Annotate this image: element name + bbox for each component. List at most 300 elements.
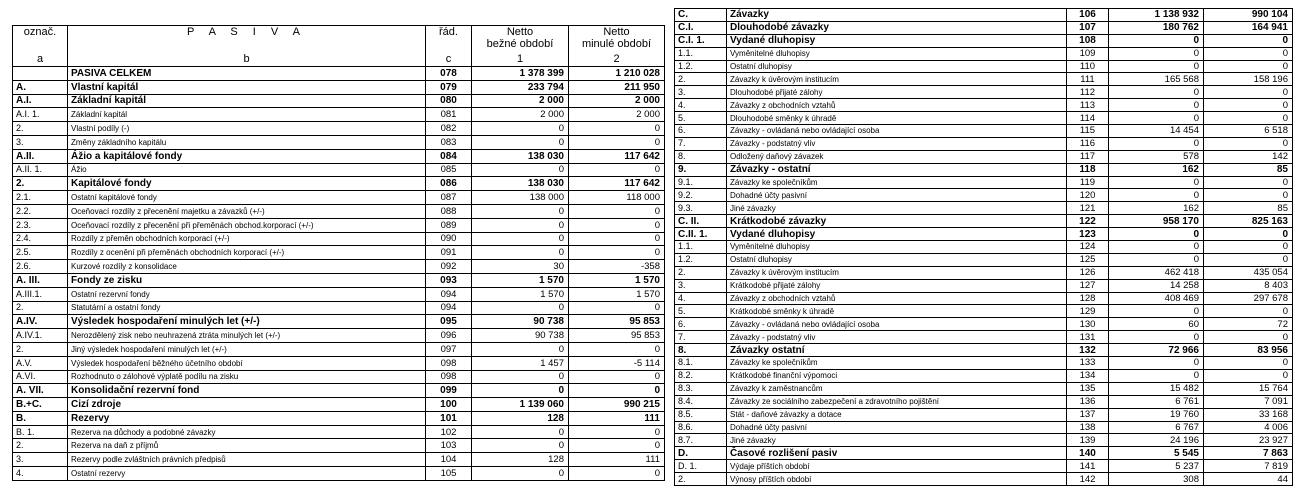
table-row bbox=[675, 292, 1293, 305]
row-code: 8.2. bbox=[675, 369, 727, 382]
current-value: 0 bbox=[1109, 189, 1204, 202]
current-value: 162 bbox=[1109, 163, 1204, 176]
current-value: 6 767 bbox=[1109, 421, 1204, 434]
previous-value: 297 678 bbox=[1204, 292, 1293, 305]
row-number: 104 bbox=[426, 453, 472, 467]
table-row bbox=[675, 279, 1293, 292]
row-code: 1.2. bbox=[675, 60, 727, 73]
previous-value: 990 104 bbox=[1204, 9, 1293, 22]
current-value: 1 138 932 bbox=[1109, 9, 1204, 22]
row-number: 099 bbox=[426, 384, 472, 398]
row-label: Krátkodobé finanční výpomoci bbox=[727, 369, 1067, 382]
row-number: 098 bbox=[426, 356, 472, 370]
liabilities-table-right bbox=[674, 8, 1293, 486]
header-pasiva-title: P A S I V A bbox=[68, 26, 426, 54]
current-value: 233 794 bbox=[472, 80, 569, 94]
row-code: 3. bbox=[13, 453, 68, 467]
row-number: 126 bbox=[1067, 266, 1109, 279]
previous-value: 15 764 bbox=[1204, 382, 1293, 395]
row-label: Dohadné účty pasivní bbox=[727, 421, 1067, 434]
previous-value: 95 853 bbox=[569, 315, 665, 329]
row-number: 139 bbox=[1067, 434, 1109, 447]
current-value: 1 378 399 bbox=[472, 66, 569, 80]
row-number: 113 bbox=[1067, 99, 1109, 112]
row-number: 137 bbox=[1067, 408, 1109, 421]
row-number: 082 bbox=[426, 122, 472, 136]
row-code: 4. bbox=[675, 292, 727, 305]
row-code: A.IV. bbox=[13, 315, 68, 329]
row-code: 2. bbox=[675, 473, 727, 486]
current-value: 60 bbox=[1109, 318, 1204, 331]
table-row bbox=[13, 315, 665, 329]
row-code: 8.3. bbox=[675, 382, 727, 395]
previous-value: 83 956 bbox=[1204, 344, 1293, 357]
row-number: 078 bbox=[426, 66, 472, 80]
row-number: 120 bbox=[1067, 189, 1109, 202]
row-label: Ostatní dluhopisy bbox=[727, 60, 1067, 73]
row-label: Ážio a kapitálové fondy bbox=[68, 149, 426, 163]
row-label: Kurzové rozdíly z konsolidace bbox=[68, 260, 426, 274]
table-row bbox=[675, 434, 1293, 447]
row-code: A. VII. bbox=[13, 384, 68, 398]
table-row bbox=[675, 266, 1293, 279]
current-value: 0 bbox=[472, 204, 569, 218]
current-value: 2 000 bbox=[472, 108, 569, 122]
table-row bbox=[675, 99, 1293, 112]
row-number: 091 bbox=[426, 246, 472, 260]
row-number: 107 bbox=[1067, 21, 1109, 34]
row-number: 141 bbox=[1067, 460, 1109, 473]
row-label: Výsledek hospodaření běžného účetního období bbox=[68, 356, 426, 370]
row-number: 096 bbox=[426, 329, 472, 343]
row-code: 2. bbox=[13, 122, 68, 136]
table-row bbox=[675, 357, 1293, 370]
row-code: 6. bbox=[675, 125, 727, 138]
previous-value: 211 950 bbox=[569, 80, 665, 94]
previous-value: 142 bbox=[1204, 150, 1293, 163]
table-row bbox=[13, 204, 665, 218]
row-code: 2.4. bbox=[13, 232, 68, 246]
current-value: 0 bbox=[1109, 137, 1204, 150]
row-number: 135 bbox=[1067, 382, 1109, 395]
row-label: Stát - daňové závazky a dotace bbox=[727, 408, 1067, 421]
current-value: 128 bbox=[472, 453, 569, 467]
table-row bbox=[675, 241, 1293, 254]
table-row bbox=[675, 253, 1293, 266]
row-number: 130 bbox=[1067, 318, 1109, 331]
row-code: 8.4. bbox=[675, 395, 727, 408]
row-number: 111 bbox=[1067, 73, 1109, 86]
table-row bbox=[13, 329, 665, 343]
table-row bbox=[13, 135, 665, 149]
table-row bbox=[13, 163, 665, 177]
row-code: B.+C. bbox=[13, 398, 68, 412]
row-code: 2.2. bbox=[13, 204, 68, 218]
row-code: A.V. bbox=[13, 356, 68, 370]
row-label: Vyměnitelné dluhopisy bbox=[727, 47, 1067, 60]
header-previous-period bbox=[569, 26, 665, 54]
row-label: Vyměnitelné dluhopisy bbox=[727, 241, 1067, 254]
row-code: 2. bbox=[675, 73, 727, 86]
row-number: 084 bbox=[426, 149, 472, 163]
table-row bbox=[13, 287, 665, 301]
current-value: 165 568 bbox=[1109, 73, 1204, 86]
previous-value: 0 bbox=[569, 467, 665, 481]
row-code: B. 1. bbox=[13, 425, 68, 439]
row-label: Závazky ke společníkům bbox=[727, 176, 1067, 189]
header-code: označ. bbox=[13, 26, 68, 54]
table-row bbox=[13, 425, 665, 439]
current-value: 14 258 bbox=[1109, 279, 1204, 292]
current-value: 0 bbox=[472, 163, 569, 177]
row-label: Kapitálové fondy bbox=[68, 177, 426, 191]
header-col-c: c bbox=[426, 53, 472, 66]
previous-value: 0 bbox=[1204, 34, 1293, 47]
row-code: 9.1. bbox=[675, 176, 727, 189]
row-label: Závazky - ovládaná nebo ovládající osoba bbox=[727, 318, 1067, 331]
current-value: 24 196 bbox=[1109, 434, 1204, 447]
header-current-period bbox=[472, 26, 569, 54]
table-row bbox=[675, 215, 1293, 228]
row-number: 094 bbox=[426, 287, 472, 301]
table-row bbox=[675, 21, 1293, 34]
previous-value: 0 bbox=[1204, 189, 1293, 202]
row-code: 2.1. bbox=[13, 191, 68, 205]
current-value: 19 760 bbox=[1109, 408, 1204, 421]
row-label: Výsledek hospodaření minulých let (+/-) bbox=[68, 315, 426, 329]
row-code: C. bbox=[675, 9, 727, 22]
previous-value: 0 bbox=[1204, 60, 1293, 73]
row-label: Závazky z obchodních vztahů bbox=[727, 292, 1067, 305]
current-value: 0 bbox=[1109, 99, 1204, 112]
table-row bbox=[675, 369, 1293, 382]
table-row bbox=[675, 73, 1293, 86]
table-row bbox=[13, 370, 665, 384]
current-value: 308 bbox=[1109, 473, 1204, 486]
row-label: Závazky z obchodních vztahů bbox=[727, 99, 1067, 112]
current-value: 0 bbox=[472, 246, 569, 260]
row-code: 5. bbox=[675, 112, 727, 125]
row-label: Vlastní kapitál bbox=[68, 80, 426, 94]
row-label: Odložený daňový závazek bbox=[727, 150, 1067, 163]
row-label: Rezerva na daň z příjmů bbox=[68, 439, 426, 453]
previous-value: 0 bbox=[1204, 253, 1293, 266]
row-number: 098 bbox=[426, 370, 472, 384]
row-code: 2. bbox=[13, 439, 68, 453]
previous-value: 0 bbox=[569, 204, 665, 218]
row-number: 132 bbox=[1067, 344, 1109, 357]
previous-value: 0 bbox=[569, 122, 665, 136]
previous-value: -5 114 bbox=[569, 356, 665, 370]
previous-value: 164 941 bbox=[1204, 21, 1293, 34]
current-value: 0 bbox=[472, 301, 569, 315]
row-label: Základní kapitál bbox=[68, 108, 426, 122]
table-row bbox=[675, 125, 1293, 138]
row-number: 118 bbox=[1067, 163, 1109, 176]
row-label: Závazky ze sociálního zabezpečení a zdravotního pojištění bbox=[727, 395, 1067, 408]
previous-value: 85 bbox=[1204, 163, 1293, 176]
row-number: 123 bbox=[1067, 228, 1109, 241]
current-value: 0 bbox=[1109, 357, 1204, 370]
row-label: Rezerva na důchody a podobné závazky bbox=[68, 425, 426, 439]
header-previous-netto: Netto bbox=[603, 26, 630, 38]
row-code: 9.2. bbox=[675, 189, 727, 202]
row-code: C. II. bbox=[675, 215, 727, 228]
current-value: 90 738 bbox=[472, 315, 569, 329]
row-label: Rozdíly z přeměn obchodních korporací (+/-) bbox=[68, 232, 426, 246]
current-value: 0 bbox=[1109, 60, 1204, 73]
row-number: 124 bbox=[1067, 241, 1109, 254]
row-label: Rezervy podle zvláštních právních předpisů bbox=[68, 453, 426, 467]
row-number: 119 bbox=[1067, 176, 1109, 189]
previous-value: 1 570 bbox=[569, 287, 665, 301]
previous-value: 0 bbox=[569, 425, 665, 439]
row-number: 097 bbox=[426, 342, 472, 356]
row-label: Jiné závazky bbox=[727, 434, 1067, 447]
row-code: 4. bbox=[13, 467, 68, 481]
current-value: 0 bbox=[1109, 112, 1204, 125]
table-row bbox=[13, 108, 665, 122]
previous-value: 0 bbox=[1204, 357, 1293, 370]
row-label: Ostatní rezervy bbox=[68, 467, 426, 481]
row-code: A.I. 1. bbox=[13, 108, 68, 122]
table-row bbox=[675, 202, 1293, 215]
table-row bbox=[13, 467, 665, 481]
current-value: 0 bbox=[472, 232, 569, 246]
row-number: 131 bbox=[1067, 331, 1109, 344]
previous-value: 0 bbox=[569, 370, 665, 384]
row-label: Ostatní kapitálové fondy bbox=[68, 191, 426, 205]
row-label: Nerozdělený zisk nebo neuhrazená ztráta minulých let (+/-) bbox=[68, 329, 426, 343]
row-label: Ostatní rezervní fondy bbox=[68, 287, 426, 301]
current-value: 15 482 bbox=[1109, 382, 1204, 395]
row-code: C.I. 1. bbox=[675, 34, 727, 47]
previous-value: 117 642 bbox=[569, 149, 665, 163]
row-label: Závazky ostatní bbox=[727, 344, 1067, 357]
previous-value: 0 bbox=[1204, 86, 1293, 99]
current-value: 0 bbox=[1109, 253, 1204, 266]
row-label: Výnosy příštích období bbox=[727, 473, 1067, 486]
table-row bbox=[13, 177, 665, 191]
row-number: 106 bbox=[1067, 9, 1109, 22]
row-number: 101 bbox=[426, 411, 472, 425]
row-label: Rezervy bbox=[68, 411, 426, 425]
current-value: 0 bbox=[472, 425, 569, 439]
previous-value: 2 000 bbox=[569, 108, 665, 122]
row-code: A. III. bbox=[13, 273, 68, 287]
row-code: A.II. bbox=[13, 149, 68, 163]
previous-value: 0 bbox=[569, 135, 665, 149]
previous-value: 0 bbox=[569, 163, 665, 177]
row-label: Ostatní dluhopisy bbox=[727, 253, 1067, 266]
row-number: 136 bbox=[1067, 395, 1109, 408]
row-code: 3. bbox=[675, 279, 727, 292]
table-row bbox=[675, 460, 1293, 473]
current-value: 0 bbox=[1109, 305, 1204, 318]
row-code: 9.3. bbox=[675, 202, 727, 215]
current-value: 0 bbox=[472, 384, 569, 398]
table-row bbox=[675, 382, 1293, 395]
row-number: 116 bbox=[1067, 137, 1109, 150]
previous-value: 0 bbox=[1204, 369, 1293, 382]
previous-value: 1 570 bbox=[569, 273, 665, 287]
row-label: Dlouhodobé přijaté zálohy bbox=[727, 86, 1067, 99]
header-row-top bbox=[13, 26, 665, 54]
table-row bbox=[13, 149, 665, 163]
row-number: 093 bbox=[426, 273, 472, 287]
previous-value: 95 853 bbox=[569, 329, 665, 343]
row-number: 085 bbox=[426, 163, 472, 177]
table-row bbox=[675, 112, 1293, 125]
table-row bbox=[675, 318, 1293, 331]
row-code: 8. bbox=[675, 150, 727, 163]
header-current-netto: Netto bbox=[506, 26, 534, 38]
current-value: 2 000 bbox=[472, 94, 569, 108]
row-number: 092 bbox=[426, 260, 472, 274]
table-row bbox=[675, 395, 1293, 408]
current-value: 0 bbox=[1109, 241, 1204, 254]
table-row bbox=[13, 384, 665, 398]
current-value: 162 bbox=[1109, 202, 1204, 215]
row-number: 127 bbox=[1067, 279, 1109, 292]
previous-value: 7 863 bbox=[1204, 447, 1293, 460]
row-label: Statutární a ostatní fondy bbox=[68, 301, 426, 315]
row-number: 114 bbox=[1067, 112, 1109, 125]
row-number: 083 bbox=[426, 135, 472, 149]
table-row bbox=[675, 344, 1293, 357]
row-number: 138 bbox=[1067, 421, 1109, 434]
row-code: C.I. bbox=[675, 21, 727, 34]
row-code: C.II. 1. bbox=[675, 228, 727, 241]
table-row bbox=[675, 408, 1293, 421]
previous-value: 118 000 bbox=[569, 191, 665, 205]
previous-value: 85 bbox=[1204, 202, 1293, 215]
row-code: 2.3. bbox=[13, 218, 68, 232]
row-label: Dlouhodobé závazky bbox=[727, 21, 1067, 34]
row-code: 5. bbox=[675, 305, 727, 318]
row-code: 2. bbox=[13, 301, 68, 315]
current-value: 0 bbox=[472, 439, 569, 453]
row-number: 105 bbox=[426, 467, 472, 481]
table-row bbox=[675, 421, 1293, 434]
previous-value: 0 bbox=[569, 301, 665, 315]
row-label: Vlastní podíly (-) bbox=[68, 122, 426, 136]
table-row bbox=[675, 163, 1293, 176]
current-value: 1 139 060 bbox=[472, 398, 569, 412]
current-value: 958 170 bbox=[1109, 215, 1204, 228]
row-code: 8. bbox=[675, 344, 727, 357]
previous-value: 825 163 bbox=[1204, 215, 1293, 228]
header-previous-label: minulé období bbox=[581, 38, 652, 50]
table-row bbox=[675, 47, 1293, 60]
row-code: 8.6. bbox=[675, 421, 727, 434]
row-number: 134 bbox=[1067, 369, 1109, 382]
previous-value: 0 bbox=[1204, 176, 1293, 189]
row-code bbox=[13, 66, 68, 80]
row-label: Závazky - podstatný vliv bbox=[727, 137, 1067, 150]
row-number: 125 bbox=[1067, 253, 1109, 266]
row-label: Konsolidační rezervní fond bbox=[68, 384, 426, 398]
row-label: Krátkodobé přijaté zálohy bbox=[727, 279, 1067, 292]
row-label: Rozdíly z ocenění při přeměnách obchodních korporací (+/-) bbox=[68, 246, 426, 260]
row-code: 2. bbox=[675, 266, 727, 279]
row-number: 110 bbox=[1067, 60, 1109, 73]
row-label: Změny základního kapitálu bbox=[68, 135, 426, 149]
row-label: Ážio bbox=[68, 163, 426, 177]
row-label: Krátkodobé směnky k úhradě bbox=[727, 305, 1067, 318]
row-code: 8.1. bbox=[675, 357, 727, 370]
current-value: 0 bbox=[1109, 369, 1204, 382]
current-value: 128 bbox=[472, 411, 569, 425]
table-row bbox=[675, 331, 1293, 344]
row-number: 081 bbox=[426, 108, 472, 122]
current-value: 462 418 bbox=[1109, 266, 1204, 279]
row-code: A.VI. bbox=[13, 370, 68, 384]
row-number: 121 bbox=[1067, 202, 1109, 215]
current-value: 1 570 bbox=[472, 273, 569, 287]
row-code: 3. bbox=[13, 135, 68, 149]
row-number: 103 bbox=[426, 439, 472, 453]
row-number: 142 bbox=[1067, 473, 1109, 486]
header-col-a: a bbox=[13, 53, 68, 66]
row-code: 9. bbox=[675, 163, 727, 176]
table-row bbox=[13, 411, 665, 425]
table-row bbox=[675, 228, 1293, 241]
current-value: 0 bbox=[1109, 86, 1204, 99]
row-number: 100 bbox=[426, 398, 472, 412]
previous-value: 0 bbox=[1204, 99, 1293, 112]
previous-value: 0 bbox=[569, 439, 665, 453]
row-label: Vydané dluhopisy bbox=[727, 34, 1067, 47]
row-label: PASIVA CELKEM bbox=[68, 66, 426, 80]
row-code: 2. bbox=[13, 177, 68, 191]
previous-value: 990 215 bbox=[569, 398, 665, 412]
row-code: D. bbox=[675, 447, 727, 460]
current-value: 0 bbox=[1109, 47, 1204, 60]
previous-value: 111 bbox=[569, 453, 665, 467]
row-number: 133 bbox=[1067, 357, 1109, 370]
row-label: Rozhodnuto o zálohové výplatě podílu na zisku bbox=[68, 370, 426, 384]
current-value: 14 454 bbox=[1109, 125, 1204, 138]
previous-value: 8 403 bbox=[1204, 279, 1293, 292]
table-row bbox=[13, 66, 665, 80]
previous-value: 0 bbox=[1204, 331, 1293, 344]
row-number: 089 bbox=[426, 218, 472, 232]
row-code: 1.2. bbox=[675, 253, 727, 266]
header-col-1: 1 bbox=[472, 53, 569, 66]
current-value: 0 bbox=[1109, 34, 1204, 47]
previous-value: -358 bbox=[569, 260, 665, 274]
row-number: 109 bbox=[1067, 47, 1109, 60]
previous-value: 0 bbox=[569, 384, 665, 398]
table-row bbox=[675, 9, 1293, 22]
previous-value: 0 bbox=[569, 232, 665, 246]
row-code: A.I. bbox=[13, 94, 68, 108]
current-value: 5 545 bbox=[1109, 447, 1204, 460]
row-number: 117 bbox=[1067, 150, 1109, 163]
row-code: 2. bbox=[13, 342, 68, 356]
table-row bbox=[675, 447, 1293, 460]
row-label: Základní kapitál bbox=[68, 94, 426, 108]
header-row-number: řád. bbox=[426, 26, 472, 54]
table-row bbox=[13, 273, 665, 287]
row-label: Časové rozlišení pasiv bbox=[727, 447, 1067, 460]
row-code: 7. bbox=[675, 331, 727, 344]
previous-value: 33 168 bbox=[1204, 408, 1293, 421]
row-label: Závazky - ovládaná nebo ovládající osoba bbox=[727, 125, 1067, 138]
previous-value: 0 bbox=[1204, 305, 1293, 318]
row-number: 129 bbox=[1067, 305, 1109, 318]
